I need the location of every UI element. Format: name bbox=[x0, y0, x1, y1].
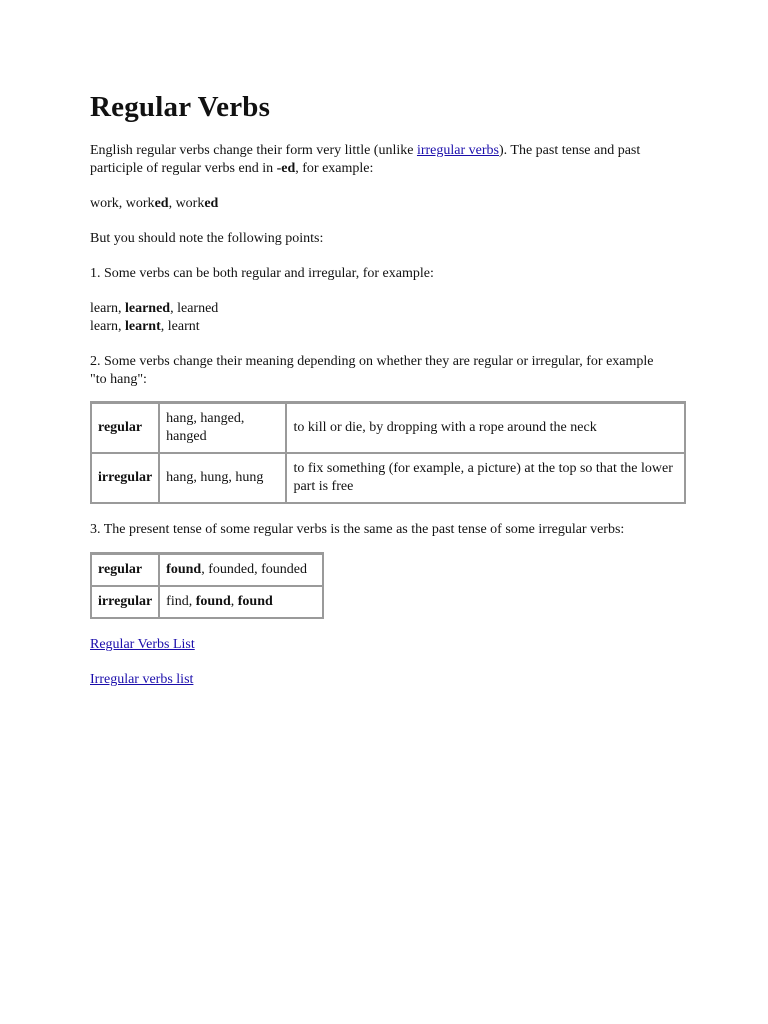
point-1: 1. Some verbs can be both regular and irregular, for example: bbox=[90, 266, 434, 281]
regular-list-paragraph bbox=[90, 636, 690, 654]
learn-line bbox=[90, 301, 218, 316]
verb-type-cell: regular bbox=[91, 554, 159, 586]
learn-line-pre: learn, bbox=[90, 301, 125, 316]
verb-type-cell: irregular bbox=[91, 453, 159, 503]
hang-table bbox=[90, 401, 686, 504]
page-title: Regular Verbs bbox=[90, 91, 271, 123]
irregular-list-paragraph bbox=[90, 671, 690, 689]
form-separator: , bbox=[230, 594, 238, 609]
found-table bbox=[90, 552, 324, 619]
point-2: 2. Some verbs change their meaning depending on whether they are regular or irregular, for example "to hang": bbox=[90, 354, 654, 387]
regular-verbs-list-link[interactable]: Regular Verbs List bbox=[90, 637, 195, 652]
learn-line bbox=[90, 319, 200, 334]
bold-form: found bbox=[195, 594, 231, 609]
intro-paragraph bbox=[90, 142, 665, 178]
learn-line-bold: learnt bbox=[124, 319, 161, 334]
learn-examples bbox=[90, 300, 690, 336]
bold-form: found bbox=[237, 594, 273, 609]
verb-forms-cell bbox=[159, 554, 323, 586]
verb-meaning-cell: to fix something (for example, a picture) at the top so that the lower part is free bbox=[286, 453, 685, 503]
learn-line-bold: learned bbox=[124, 301, 171, 316]
intro-text-middle: ). The past tense and past participle of regular verbs end in bbox=[90, 143, 641, 176]
irregular-verbs-list-link[interactable]: Irregular verbs list bbox=[90, 672, 194, 687]
intro-text-end: , for example: bbox=[295, 161, 374, 176]
table-row bbox=[91, 586, 323, 618]
work-stem-1: work bbox=[125, 196, 155, 211]
bold-form: found bbox=[166, 562, 202, 577]
intro-text-start: English regular verbs change their form very little (unlike bbox=[90, 143, 417, 158]
work-stem-2: work bbox=[175, 196, 205, 211]
verb-type-cell: irregular bbox=[91, 586, 159, 618]
table-row bbox=[91, 453, 685, 503]
ed-ending: -ed bbox=[276, 161, 296, 176]
verb-type-cell: regular bbox=[91, 403, 159, 453]
note-paragraph: But you should note the following points: bbox=[90, 231, 324, 246]
verb-meaning-cell: to kill or die, by dropping with a rope around the neck bbox=[286, 403, 685, 453]
work-suffix-1: ed bbox=[154, 196, 169, 211]
form-pre: find, bbox=[166, 594, 196, 609]
point-3: 3. The present tense of some regular verbs is the same as the past tense of some irregular verbs: bbox=[90, 522, 625, 537]
verb-forms-cell bbox=[159, 586, 323, 618]
verb-forms-cell: hang, hung, hung bbox=[159, 453, 286, 503]
form-rest: , founded, founded bbox=[201, 562, 307, 577]
learn-line-pre: learn, bbox=[90, 319, 125, 334]
work-suffix-2: ed bbox=[204, 196, 219, 211]
learn-line-post: , learnt bbox=[160, 319, 200, 334]
irregular-verbs-link[interactable]: irregular verbs bbox=[416, 143, 499, 158]
article-content bbox=[90, 88, 690, 689]
work-example bbox=[90, 195, 690, 213]
learn-line-post: , learned bbox=[170, 301, 219, 316]
table-row bbox=[91, 403, 685, 453]
work-base: work, bbox=[90, 196, 126, 211]
verb-forms-cell: hang, hanged, hanged bbox=[159, 403, 286, 453]
table-row bbox=[91, 554, 323, 586]
work-separator: , bbox=[168, 196, 176, 211]
